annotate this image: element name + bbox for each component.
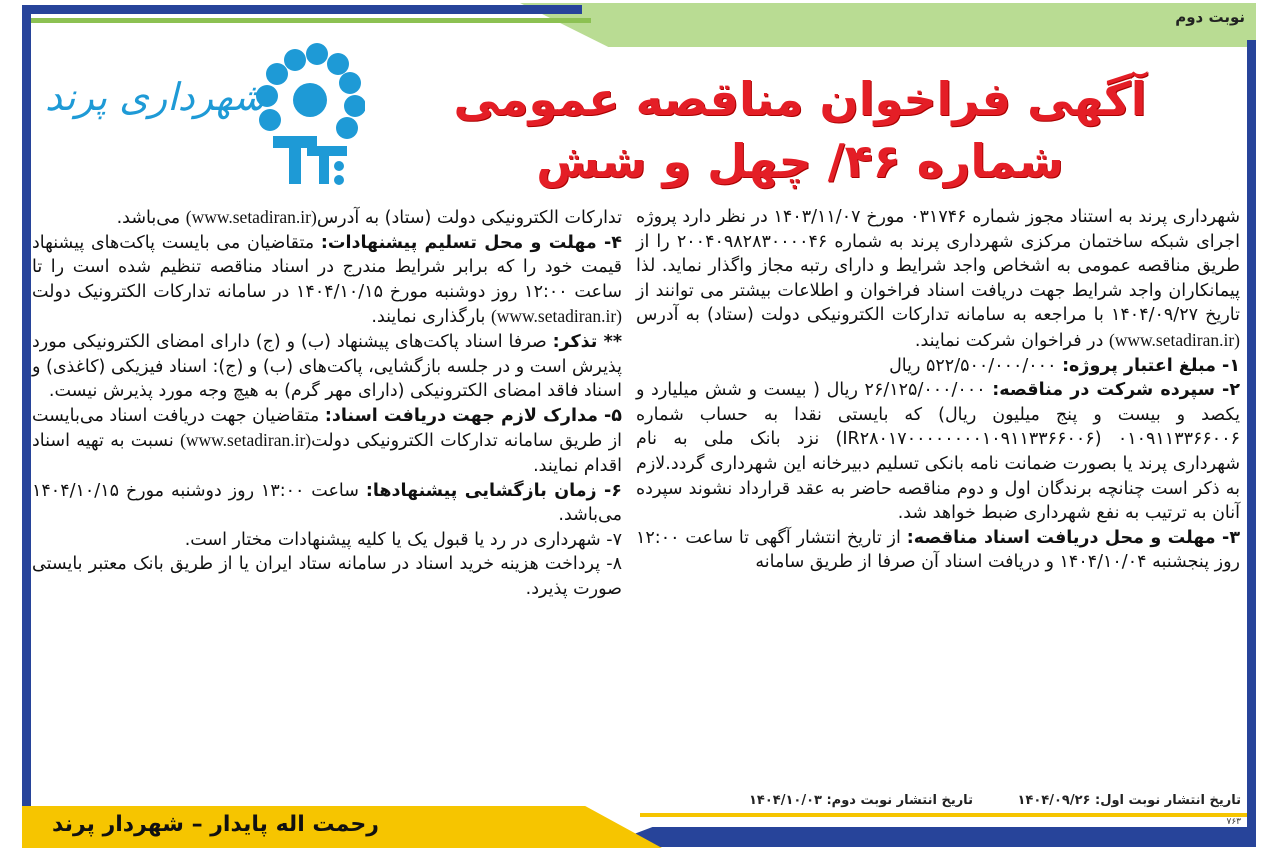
item-3: ۳- مهلت و محل دریافت اسناد مناقصه: از تاریخ انتشار آگهی تا ساعت ۱۲:۰۰ روز پنجشنبه ۱۴۰۴/۱۰/۰۴ و دریافت اسناد آن صرفا از طریق سامانه — [636, 527, 1240, 573]
header-green-band — [520, 3, 1256, 47]
item-8: ۸- پرداخت هزینه خرید اسناد در سامانه ستاد ایران یا از طریق بانک معتبر بایستی صورت پذیرد. — [32, 554, 622, 599]
note: ** تذکر: صرفا اسناد پاکت‌های پیشنهاد (ب) و (ج) دارای امضای الکترونیکی مورد پذیرش است و در جلسه بازگشایی، پاکت‌های (ب) و (ج): اسناد فیزیکی (کاغذی) و اسناد فاقد امضای الکترونیکی (دارای مهر گرم) به هیچ وجه مورد پذیرش نیست. — [32, 331, 622, 402]
item-3-continued: تدارکات الکترونیکی دولت (ستاد) به آدرس(www.setadiran.ir) می‌باشد. — [116, 207, 622, 228]
item-2: ۲- سپرده شرکت در مناقصه: ۲۶/۱۲۵/۰۰۰/۰۰۰ ریال ( بیست و شش میلیارد و یکصد و بیست و پنج میلیون ریال) که بایستی نقدا به حساب شماره ۰۱۰۹۱۱۳۳۶۶۰۰۶ (IR۲۸۰۱۷۰۰۰۰۰۰۰۰۱۰۹۱۱۳۳۶۶۰۰۶) نزد بانک ملی به نام شهرداری پرند یا بصورت ضمانت نامه بانکی تسلیم دبیرخانه این شهرداری گردد.لازم به ذکر است چنانچه برندگان اول و دوم مناقصه حاضر به عقد قرارداد نشوند سپرده آنان به ترتیب به نفع شهرداری ضبط خواهد شد. — [636, 380, 1241, 524]
frame-right — [1247, 40, 1256, 847]
second-publish-date: تاریخ انتشار نوبت دوم: ۱۴۰۴/۱۰/۰۳ — [748, 793, 973, 808]
item-7: ۷- شهرداری در رد یا قبول یک یا کلیه پیشنهادات مختار است. — [184, 529, 622, 550]
right-column — [636, 205, 1240, 575]
footer-blue-bar — [600, 827, 1256, 847]
frame-top-green-line — [31, 18, 591, 23]
setad-link[interactable]: (www.setadiran.ir) — [1108, 329, 1240, 350]
page-code: ۷۶۳ — [1226, 817, 1241, 827]
setad-link[interactable]: (www.setadiran.ir) — [490, 306, 622, 327]
frame-left — [22, 5, 31, 847]
footer-yellow-line — [640, 813, 1247, 817]
intro-paragraph: شهرداری پرند به استناد مجوز شماره ۰۳۱۷۴۶ مورخ ۱۴۰۳/۱۱/۰۷ در نظر دارد پروژه اجرای شبکه ساختمان مرکزی شهرداری پرند به شماره ۲۰۰۴۰۹۸۲۸۳۰۰۰۰۴۶ را از طریق مناقصه عمومی به اشخاص واجد شرایط و دارای رتبه مجاز واگذار نماید. لذا پیمانکاران واجد شرایط جهت دریافت اسناد فراخوان و اطلاعات بیشتر می توانند از تاریخ ۱۴۰۴/۰۹/۲۷ با مراجعه به سامانه تدارکات الکترونیکی دولت (ستاد) به آدرس (www.setadiran.ir) در فراخوان شرکت نمایند. — [636, 207, 1240, 351]
item-5: ۵- مدارک لازم جهت دریافت اسناد: متقاضیان جهت دریافت اسناد می‌بایست از طریق سامانه تدارکات الکترونیکی دولت(www.setadiran.ir) نسبت به تهیه اسناد اقدام نمایند. — [32, 405, 623, 476]
edition-badge: نوبت دوم — [1175, 8, 1245, 26]
item-6: ۶- زمان بازگشایی پیشنهادها: ساعت ۱۳:۰۰ روز دوشنبه مورخ ۱۴۰۴/۱۰/۱۵ می‌باشد. — [32, 480, 622, 526]
frame-top — [22, 5, 582, 14]
item-4: ۴- مهلت و محل تسلیم پیشنهادات: متقاضیان می بایست پاکت‌های پیشنهاد قیمت خود را که برابر شرایط مندرج در اسناد مناقصه تنظیم شده است را تا ساعت ۱۲:۰۰ روز دوشنبه مورخ ۱۴۰۴/۱۰/۱۵ در سامانه تدارکات الکترونیک دولت (www.setadiran.ir) بارگذاری نمایند. — [32, 232, 622, 328]
left-column — [32, 205, 622, 602]
title-line-1: آگهی فراخوان مناقصه عمومی — [453, 72, 1147, 126]
publish-dates — [709, 793, 1241, 808]
page-title — [440, 68, 1160, 192]
first-publish-date: تاریخ انتشار نوبت اول: ۱۴۰۴/۰۹/۲۶ — [1017, 793, 1241, 808]
setad-link[interactable]: (www.setadiran.ir) — [185, 207, 317, 227]
logo-text: شهرداری پرند — [45, 75, 266, 119]
signature: رحمت اله پایدار – شهردار پرند — [52, 812, 379, 837]
title-line-2: شماره ۴۶/ چهل و شش — [536, 134, 1064, 188]
setad-link[interactable]: (www.setadiran.ir) — [180, 430, 312, 451]
item-1: ۱- مبلغ اعتبار پروژه: ۵۲۲/۵۰۰/۰۰۰/۰۰۰ ریال — [889, 355, 1240, 376]
